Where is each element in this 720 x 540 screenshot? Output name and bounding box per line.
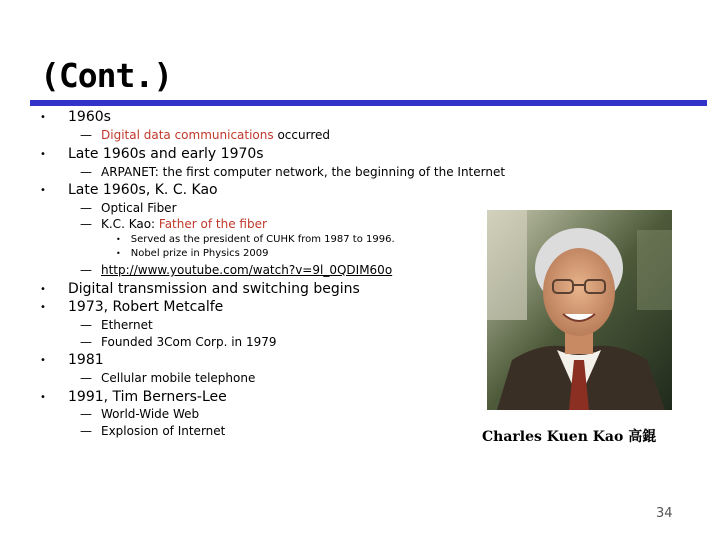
sub-item-text: ARPANET: the first computer network, the beginning of the Internet [101,165,506,179]
sub-item-text: Cellular mobile telephone [101,371,256,385]
photo-caption: Charles Kuen Kao 高錕 [482,429,657,445]
sub-item-father-of-fiber [80,217,267,231]
sub-item-youtube-link [80,263,392,277]
sub-item-optical-fiber [80,201,177,215]
bullet-text: 1973, Robert Metcalfe [68,299,224,315]
sub-item-text: Ethernet [101,318,153,332]
slide-title: (Cont.) [40,56,173,95]
bullet-text: 1991, Tim Berners-Lee [68,389,227,405]
sub-item-text: Optical Fiber [101,201,177,215]
youtube-link[interactable]: http://www.youtube.com/watch?v=9l_0QDIM60o [101,263,393,277]
sub-item-ethernet [80,318,153,332]
dash-marker: — [80,371,92,385]
bullet-text: Digital transmission and switching begins [68,281,360,297]
bullet-text: 1981 [68,352,104,368]
subsub-item-text: Nobel prize in Physics 2009 [130,248,269,259]
dash-marker: — [80,165,92,179]
bullet-dot: • [116,235,121,244]
bullet-text: 1960s [68,109,111,125]
dash-marker: — [80,424,92,438]
sub-item-cellular [80,371,255,385]
sub-item-digital-data [80,128,330,142]
dash-marker: — [80,201,92,215]
bullet-dot: • [40,112,46,123]
bullet-dot: • [40,392,46,403]
sub-item-text: Founded 3Com Corp. in 1979 [101,335,277,349]
bullet-text: Late 1960s, K. C. Kao [68,182,218,198]
sub-item-text: K.C. Kao: [101,217,159,231]
dash-marker: — [80,128,92,142]
subsub-item-text: Served as the president of CUHK from 1987 to 1996. [130,234,395,245]
portrait-photo [487,210,672,410]
dash-marker: — [80,217,92,231]
sub-item-arpanet [80,165,505,179]
bullet-dot: • [40,355,46,366]
bullet-dot: • [116,249,121,258]
bullet-dot: • [40,149,46,160]
sub-item-text: World-Wide Web [101,407,200,421]
sub-item-3com [80,335,277,349]
sub-item-explosion [80,424,225,438]
bullet-dot: • [40,284,46,295]
dash-marker: — [80,263,92,277]
dash-marker: — [80,318,92,332]
title-underline [30,100,707,106]
bullet-text: Late 1960s and early 1970s [68,146,264,162]
sub-item-text: occurred [273,128,330,142]
sub-item-highlight: Digital data communications [101,128,274,142]
sub-item-text: Explosion of Internet [101,424,226,438]
dash-marker: — [80,407,92,421]
dash-marker: — [80,335,92,349]
page-number: 34 [656,506,673,521]
sub-item-www [80,407,199,421]
bullet-dot: • [40,302,46,313]
bullet-dot: • [40,185,46,196]
subsub-item-cuhk [116,234,395,245]
subsub-item-nobel [116,248,269,259]
sub-item-highlight: Father of the fiber [158,217,267,231]
